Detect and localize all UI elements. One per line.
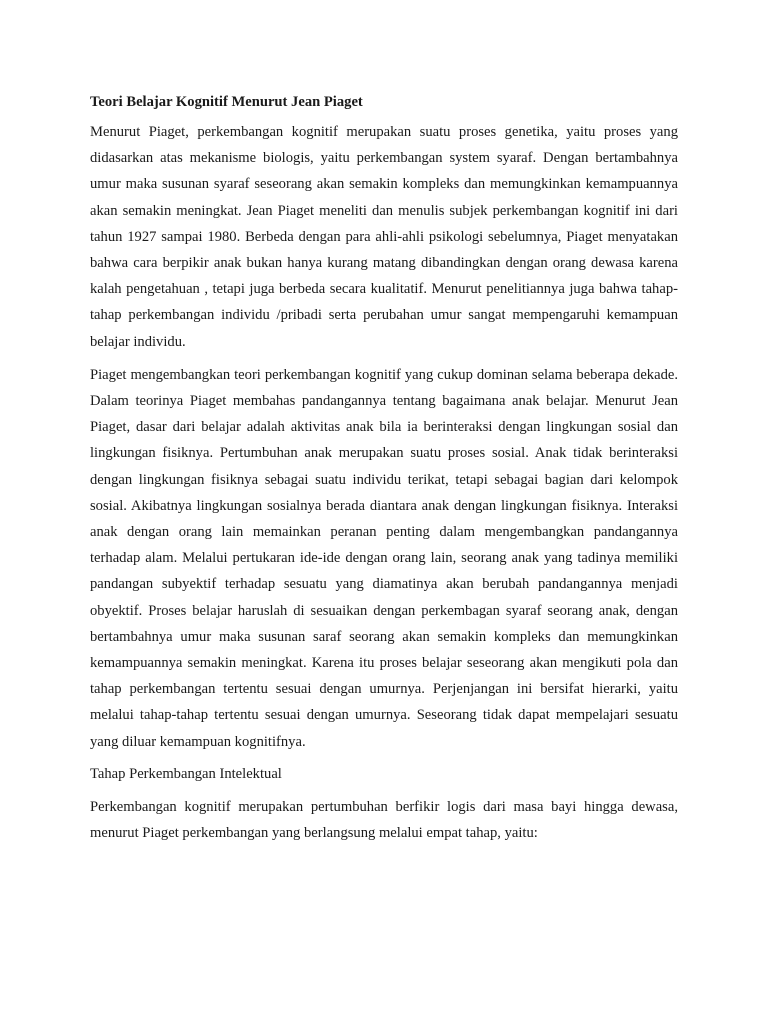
section-heading: Tahap Perkembangan Intelektual <box>90 765 282 782</box>
paragraph-theory: Piaget mengembangkan teori perkembangan kognitif yang cukup dominan selama beberapa dekade. Dalam teorinya Piaget membahas pandangannya tentang bagaimana anak belajar. Menurut Jean Piaget, dasar dari belajar adalah aktivitas anak bila ia berinteraksi dengan lingkungan sosial dan lingkungan fisiknya. Pertumbuhan anak merupakan suatu proses sosial. Anak tidak berinteraksi dengan lingkungan fisiknya sebagai suatu individu terikat, tetapi sebagai bagian dari kelompok sosial. Akibatnya lingkungan sosialnya berada diantara anak dengan lingkungan fisiknya. Interaksi anak dengan orang lain memainkan peranan penting dalam mengembangkan pandangannya terhadap alam. Melalui pertukaran ide-ide dengan orang lain, seorang anak yang tadinya memiliki pandangan subyektif terhadap sesuatu yang diamatinya akan berubah pandangannya menjadi obyektif. Proses belajar haruslah di sesuaikan dengan perkembagan syaraf seorang anak, dengan bertambahnya umur maka susunan saraf seorang akan semakin kompleks dan memungkinkan kemampuannya semakin meningkat. Karena itu proses belajar seseorang akan mengikuti pola dan tahap perkembangan tertentu sesuai dengan umurnya. Perjenjangan ini bersifat hierarki, yaitu melalui tahap-tahap tertentu sesuai dengan umurnya. Seseorang tidak dapat mempelajari sesuatu yang diluar kemampuan kognitifnya. <box>90 366 678 750</box>
document-page <box>90 91 678 853</box>
paragraph-intro: Menurut Piaget, perkembangan kognitif merupakan suatu proses genetika, yaitu proses yang didasarkan atas mekanisme biologis, yaitu perkembangan system syaraf. Dengan bertambahnya umur maka susunan syaraf seseorang akan semakin kompleks dan memungkinkan kemampuannya akan semakin meningkat. Jean Piaget meneliti dan menulis subjek perkembangan kognitif ini dari tahun 1927 sampai 1980. Berbeda dengan para ahli-ahli psikologi sebelumnya, Piaget menyatakan bahwa cara berpikir anak bukan hanya kurang matang dibandingkan dengan orang dewasa karena kalah pengetahuan , tetapi juga berbeda secara kualitatif. Menurut penelitiannya juga bahwa tahap-tahap perkembangan individu /pribadi serta perubahan umur sangat mempengaruhi kemampuan belajar individu. <box>90 124 678 350</box>
paragraph-stages: Perkembangan kognitif merupakan pertumbuhan berfikir logis dari masa bayi hingga dewasa, menurut Piaget perkembangan yang berlangsung melalui empat tahap, yaitu: <box>90 798 678 842</box>
document-title: Teori Belajar Kognitif Menurut Jean Piaget <box>90 94 363 110</box>
